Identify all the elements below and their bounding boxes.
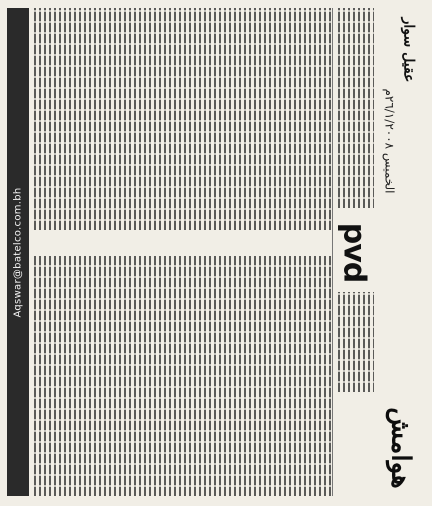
author-name: عقيل سوار [400, 17, 416, 83]
article-text-block-upper [34, 8, 334, 230]
email-strip [7, 8, 29, 496]
author-email: Aqswar@batelco.com.bh [12, 186, 24, 318]
column-logo-text: هوامش [386, 407, 417, 489]
intro-text-column [338, 8, 374, 208]
article-headline [334, 222, 374, 282]
column-gutter [34, 230, 334, 256]
date-text: الخميس ٢٦/١/٢٠٠٨م [383, 88, 397, 194]
headline-text: pvd [336, 222, 372, 282]
article-columns [34, 8, 334, 496]
author-byline [394, 10, 422, 90]
intro-text-column-lower [338, 292, 374, 392]
text-lines [338, 292, 374, 392]
column-divider [332, 8, 333, 496]
article-text-block-lower [34, 256, 334, 496]
text-lines [34, 8, 334, 230]
text-lines [34, 256, 334, 496]
column-logo [376, 398, 426, 498]
text-lines [338, 8, 374, 208]
